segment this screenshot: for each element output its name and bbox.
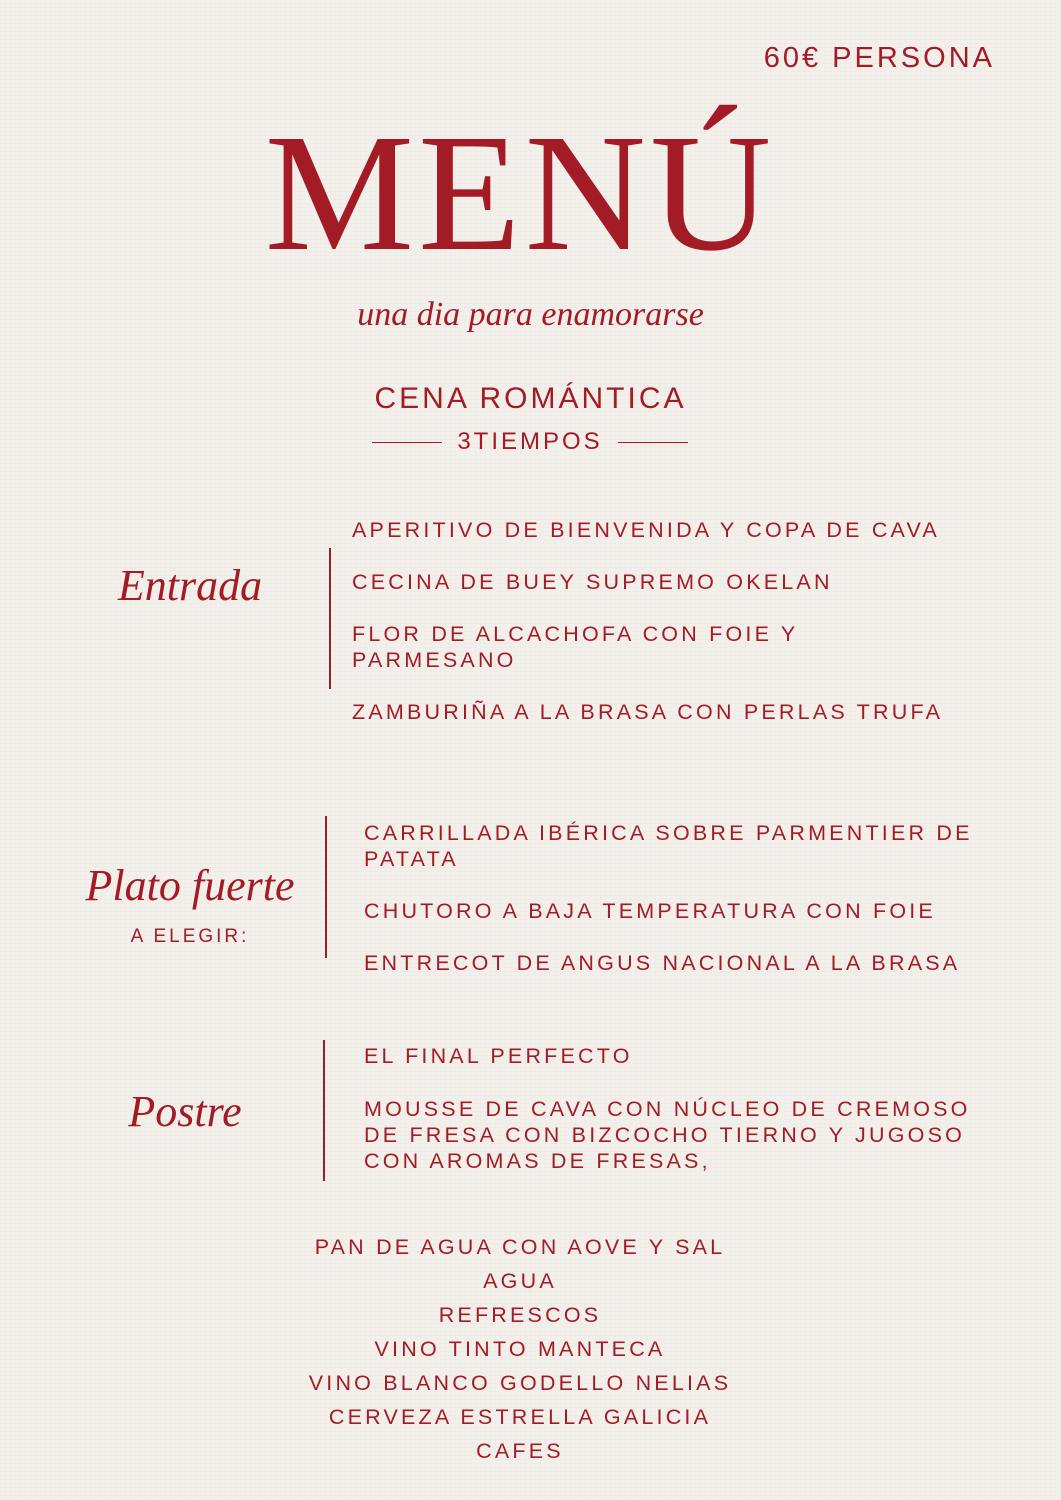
course-entrada-title: Entrada xyxy=(117,561,263,610)
course-plato-fuerte-note: A ELEGIR: xyxy=(130,926,250,947)
extras-list xyxy=(0,1230,1040,1468)
extras-item: AGUA xyxy=(483,1269,557,1293)
dinner-heading: CENA ROMÁNTICA xyxy=(374,382,687,415)
entrada-item: FLOR DE ALCACHOFA CON FOIE Y xyxy=(352,622,799,646)
extras-item: VINO BLANCO GODELLO NELIAS xyxy=(308,1371,732,1395)
extras-item: CAFES xyxy=(476,1439,564,1463)
plato-fuerte-item: CARRILLADA IBÉRICA SOBRE PARMENTIER DE xyxy=(364,821,973,845)
menu-title: MENÚ xyxy=(264,100,776,286)
courses-count-row xyxy=(372,428,688,458)
plato-fuerte-item: ENTRECOT DE ANGUS NACIONAL A LA BRASA xyxy=(364,951,961,975)
course-entrada-divider xyxy=(329,548,331,689)
divider-right xyxy=(618,442,688,443)
plato-fuerte-item: PATATA xyxy=(364,847,459,871)
postre-item: EL FINAL PERFECTO xyxy=(364,1044,633,1068)
postre-item: CON AROMAS DE FRESAS, xyxy=(364,1149,711,1173)
extras-item: CERVEZA ESTRELLA GALICIA xyxy=(328,1405,712,1429)
course-postre-divider xyxy=(323,1040,325,1181)
course-plato-fuerte-title: Plato fuerte xyxy=(85,861,295,910)
course-postre-title: Postre xyxy=(128,1087,242,1136)
extras-item: PAN DE AGUA CON AOVE Y SAL xyxy=(314,1235,726,1259)
extras-item: VINO TINTO MANTECA xyxy=(374,1337,666,1361)
menu-subtitle: una dia para enamorarse xyxy=(357,296,704,333)
entrada-item: APERITIVO DE BIENVENIDA Y COPA DE CAVA xyxy=(352,518,940,542)
plato-fuerte-item: CHUTORO A BAJA TEMPERATURA CON FOIE xyxy=(364,899,936,923)
extras-item: REFRESCOS xyxy=(438,1303,602,1327)
price-per-person: 60€ PERSONA xyxy=(763,42,995,74)
entrada-item: ZAMBURIÑA A LA BRASA CON PERLAS TRUFA xyxy=(352,700,944,724)
postre-item: MOUSSE DE CAVA CON NÚCLEO DE CREMOSO xyxy=(364,1097,971,1121)
course-plato-fuerte-divider xyxy=(325,816,327,958)
entrada-item: PARMESANO xyxy=(352,648,517,672)
courses-count: 3TIEMPOS xyxy=(457,428,603,455)
postre-item: DE FRESA CON BIZCOCHO TIERNO Y JUGOSO xyxy=(364,1123,966,1147)
entrada-item: CECINA DE BUEY SUPREMO OKELAN xyxy=(352,570,833,594)
